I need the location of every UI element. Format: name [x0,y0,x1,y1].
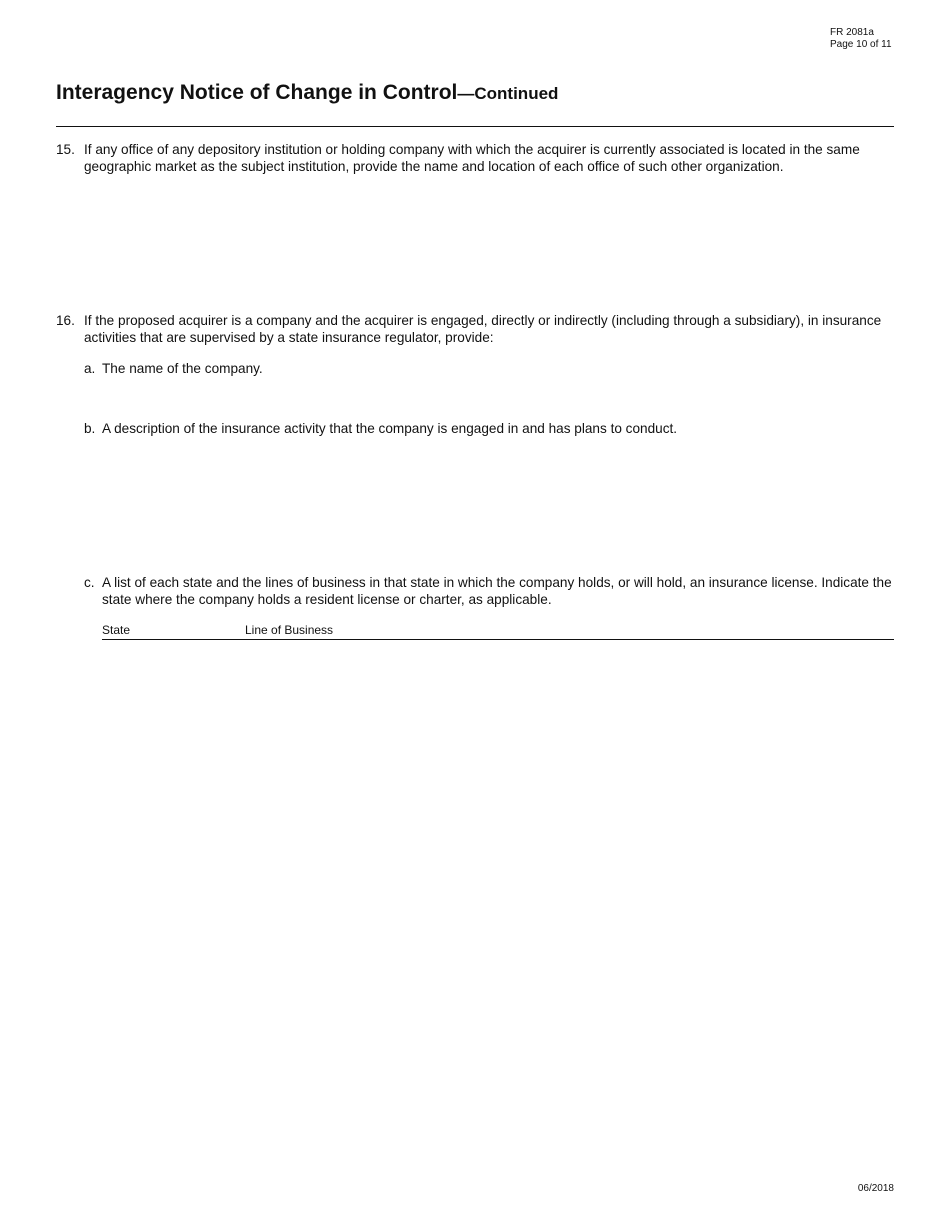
page-title-continued: —Continued [457,84,559,103]
question-16c-letter: c. [84,575,95,590]
page-number: Page 10 of 11 [830,39,892,50]
form-header-meta [830,27,894,51]
question-16a-letter: a. [84,361,96,376]
question-16 [56,313,894,346]
title-divider [56,126,894,127]
page-title [56,80,558,107]
question-15-number: 15. [56,142,75,157]
question-16-number: 16. [56,313,75,328]
question-16b [84,421,894,438]
question-16c [84,575,894,608]
column-header-line-of-business: Line of Business [245,623,334,637]
column-header-state: State [102,623,131,637]
form-id: FR 2081a [830,27,874,38]
question-16a-text: The name of the company. [102,361,263,376]
question-16c-text: A list of each state and the lines of business in that state in which the company holds, or will hold, an insurance license. Indicate the state where the company holds a resident license or charter, as applicable. [102,575,892,607]
question-16b-text: A description of the insurance activity that the company is engaged in and has plans to conduct. [102,421,678,436]
page-title-main: Interagency Notice of Change in Control [56,81,458,104]
question-16b-letter: b. [84,421,96,436]
license-table-header [102,622,894,640]
question-16a [84,361,894,378]
question-16-text: If the proposed acquirer is a company and the acquirer is engaged, directly or indirectly (including through a subsidiary), in insurance activities that are supervised by a state insurance regulator, provide: [84,313,882,345]
question-15 [56,142,894,175]
question-15-text: If any office of any depository institution or holding company with which the acquirer is currently associated is located in the same geographic market as the subject institution, provide the name and location of each office of such other organization. [84,142,860,174]
form-revision-date: 06/2018 [857,1183,894,1194]
